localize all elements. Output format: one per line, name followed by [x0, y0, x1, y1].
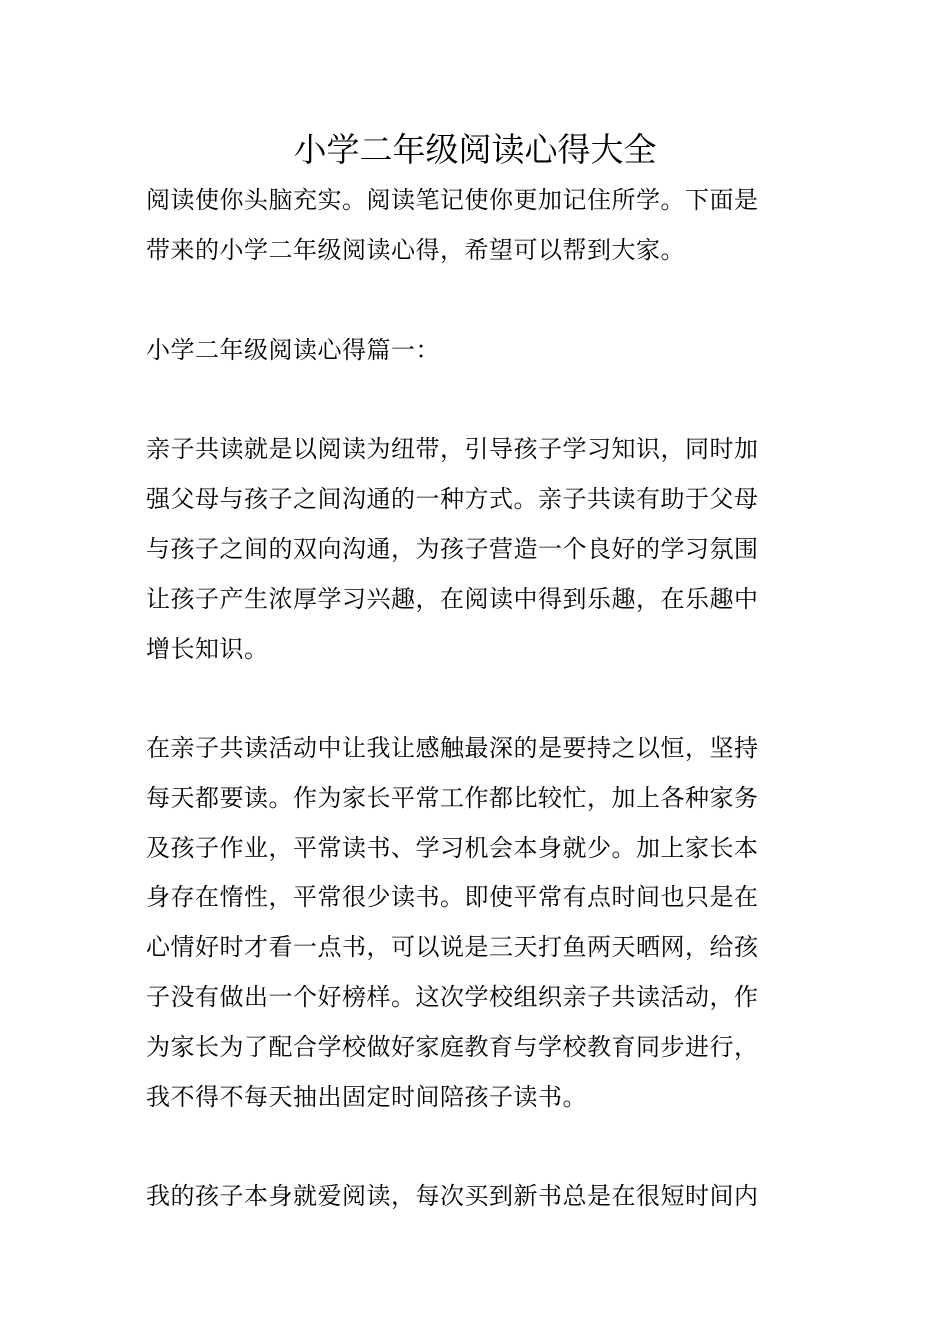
text-line: 心情好时才看一点书，可以说是三天打鱼两天晒网，给孩	[146, 933, 759, 961]
text-line: 亲子共读就是以阅读为纽带，引导孩子学习知识，同时加	[146, 435, 759, 463]
document-title: 小学二年级阅读心得大全	[293, 130, 657, 169]
text-line: 每天都要读。作为家长平常工作都比较忙，加上各种家务	[146, 784, 759, 812]
text-line: 增长知识。	[146, 635, 269, 663]
text-line: 强父母与孩子之间沟通的一种方式。亲子共读有助于父母	[146, 485, 759, 513]
text-line: 及孩子作业，平常读书、学习机会本身就少。加上家长本	[146, 834, 759, 862]
text-line: 带来的小学二年级阅读心得，希望可以帮到大家。	[146, 236, 685, 264]
text-line: 我的孩子本身就爱阅读，每次买到新书总是在很短时间内	[146, 1182, 759, 1210]
text-line: 身存在惰性，平常很少读书。即使平常有点时间也只是在	[146, 883, 759, 911]
text-line: 为家长为了配合学校做好家庭教育与学校教育同步进行，	[146, 1033, 759, 1061]
text-line: 让孩子产生浓厚学习兴趣，在阅读中得到乐趣，在乐趣中	[146, 585, 759, 613]
text-line: 阅读使你头脑充实。阅读笔记使你更加记住所学。下面是	[146, 186, 759, 214]
text-line: 我不得不每天抽出固定时间陪孩子读书。	[146, 1083, 587, 1111]
text-line: 在亲子共读活动中让我让感触最深的是要持之以恒，坚持	[146, 734, 759, 762]
section-heading: 小学二年级阅读心得篇一：	[146, 336, 440, 364]
text-line: 与孩子之间的双向沟通，为孩子营造一个良好的学习氛围	[146, 535, 759, 563]
text-line: 子没有做出一个好榜样。这次学校组织亲子共读活动，作	[146, 983, 759, 1011]
